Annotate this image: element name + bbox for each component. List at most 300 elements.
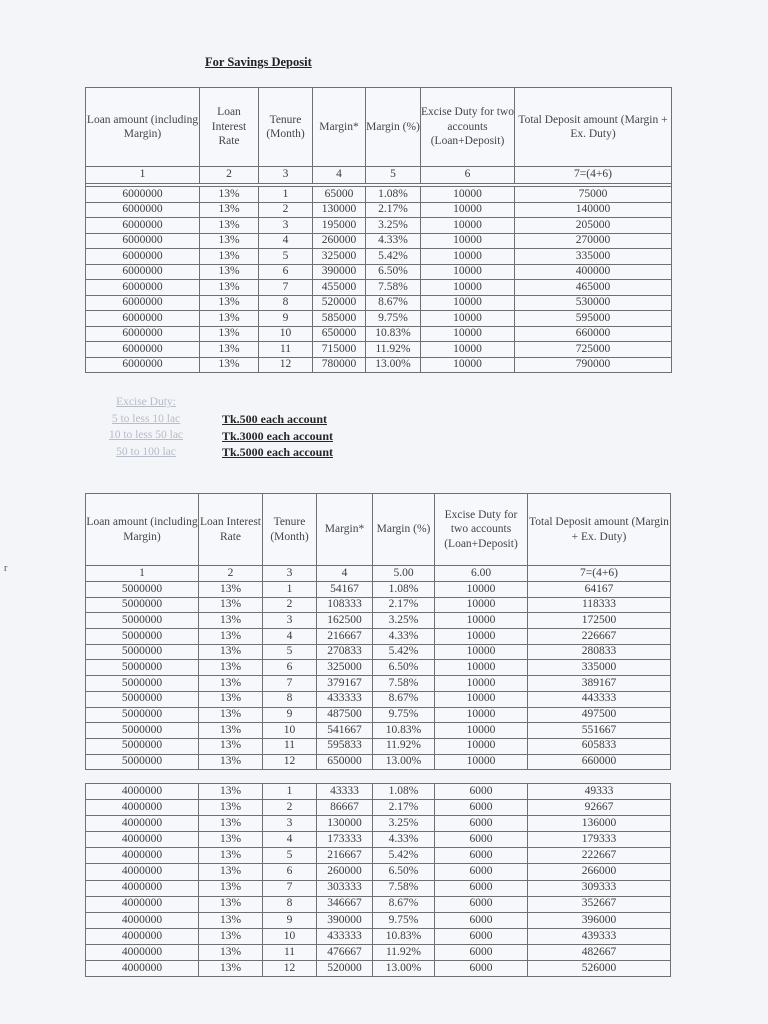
table-cell: 660000: [528, 754, 671, 770]
table-cell: 390000: [317, 912, 373, 928]
table-cell: 6.50%: [373, 660, 435, 676]
table-cell: 6000: [435, 880, 528, 896]
table-cell: 4: [313, 167, 366, 184]
table-cell: 2: [259, 202, 313, 218]
table-cell: 1.08%: [366, 187, 421, 203]
table-cell: 4000000: [86, 896, 199, 912]
table-row: [86, 644, 671, 660]
table-row: [86, 723, 671, 739]
table-row: [86, 961, 671, 977]
table-cell: 5000000: [86, 582, 199, 598]
table-row: [86, 676, 671, 692]
table-cell: 6000000: [86, 357, 200, 373]
table-cell: 520000: [313, 295, 366, 311]
table-row: [86, 311, 672, 327]
table-cell: 5000000: [86, 723, 199, 739]
table-cell: 216667: [317, 848, 373, 864]
header-loan-amount: Loan amount (including Margin): [86, 494, 199, 566]
table-cell: 605833: [528, 738, 671, 754]
table-cell: 10000: [421, 326, 515, 342]
table-cell: 396000: [528, 912, 671, 928]
table-cell: 455000: [313, 280, 366, 296]
table-cell: 266000: [528, 864, 671, 880]
table-cell: 10000: [435, 738, 528, 754]
table-cell: 5000000: [86, 691, 199, 707]
table-cell: 173333: [317, 832, 373, 848]
table-cell: 4000000: [86, 816, 199, 832]
table-cell: 6.00: [435, 566, 528, 582]
table-row: [86, 342, 672, 358]
table-cell: 13%: [199, 691, 263, 707]
table-cell: 13.00%: [373, 961, 435, 977]
table-header-row: [86, 494, 671, 566]
table-row: [86, 896, 671, 912]
table-cell: 11.92%: [366, 342, 421, 358]
table-cell: 270833: [317, 644, 373, 660]
excise-duty-rates: [222, 411, 333, 461]
table-cell: 280833: [528, 644, 671, 660]
table-cell: 6000000: [86, 202, 200, 218]
table-cell: 11.92%: [373, 738, 435, 754]
table-cell: 9.75%: [373, 912, 435, 928]
table-cell: 10000: [421, 264, 515, 280]
table-cell: 270000: [515, 233, 672, 249]
table-cell: 8: [259, 295, 313, 311]
table-cell: 13%: [199, 660, 263, 676]
table-cell: 1: [259, 187, 313, 203]
table-cell: 9.75%: [373, 707, 435, 723]
table-cell: 5000000: [86, 660, 199, 676]
table-cell: 75000: [515, 187, 672, 203]
table-row: [86, 357, 672, 373]
table-cell: 205000: [515, 218, 672, 234]
table-cell: 10000: [435, 707, 528, 723]
table-cell: 4000000: [86, 944, 199, 960]
table-cell: 13%: [199, 676, 263, 692]
table-cell: 11: [263, 944, 317, 960]
table-cell: 4000000: [86, 800, 199, 816]
table-cell: 4: [263, 832, 317, 848]
savings-table-6000000: [85, 87, 672, 373]
table-cell: 8.67%: [373, 691, 435, 707]
table-cell: 7.58%: [373, 880, 435, 896]
table-cell: 13%: [199, 707, 263, 723]
table-cell: 12: [263, 754, 317, 770]
table-cell: 6000: [435, 928, 528, 944]
table-cell: 13%: [200, 233, 259, 249]
table-row: [86, 691, 671, 707]
table-cell: 6000000: [86, 218, 200, 234]
table-row: [86, 218, 672, 234]
table-cell: 43333: [317, 784, 373, 800]
table-cell: 6000000: [86, 311, 200, 327]
table-cell: 10000: [435, 613, 528, 629]
table-cell: 6000000: [86, 187, 200, 203]
table-cell: 130000: [317, 816, 373, 832]
margin-mark: r: [4, 563, 8, 574]
table-cell: 6.50%: [366, 264, 421, 280]
table-cell: 2: [199, 566, 263, 582]
table-cell: 11.92%: [373, 944, 435, 960]
table-cell: 2.17%: [373, 597, 435, 613]
table-cell: 4: [263, 629, 317, 645]
header-margin-percent: Margin (%): [373, 494, 435, 566]
table-cell: 1: [86, 167, 200, 184]
table-cell: 13%: [199, 928, 263, 944]
table-cell: 7: [263, 880, 317, 896]
table-cell: 10.83%: [366, 326, 421, 342]
table-row: [86, 295, 672, 311]
table-cell: 8: [263, 691, 317, 707]
table-cell: 4.33%: [373, 629, 435, 645]
table-cell: 13%: [199, 784, 263, 800]
table-cell: 595833: [317, 738, 373, 754]
table-cell: 130000: [313, 202, 366, 218]
table-cell: 10000: [435, 582, 528, 598]
table-cell: 4000000: [86, 784, 199, 800]
table-cell: 482667: [528, 944, 671, 960]
excise-rate: Tk.5000 each account: [222, 445, 333, 459]
table-cell: 497500: [528, 707, 671, 723]
table-cell: 10000: [435, 597, 528, 613]
table-row: [86, 754, 671, 770]
table-cell: 13%: [200, 218, 259, 234]
header-total-deposit: Total Deposit amount (Margin + Ex. Duty): [515, 88, 672, 167]
table-cell: 433333: [317, 691, 373, 707]
table-cell: 9.75%: [366, 311, 421, 327]
table-cell: 7: [263, 676, 317, 692]
excise-rate: Tk.3000 each account: [222, 428, 333, 443]
header-margin: Margin*: [313, 88, 366, 167]
table-cell: 3: [263, 566, 317, 582]
excise-range: 5 to less 10 lac: [111, 412, 181, 425]
table-cell: 551667: [528, 723, 671, 739]
table-row: [86, 738, 671, 754]
table-cell: 5000000: [86, 754, 199, 770]
table-cell: 2: [263, 800, 317, 816]
table-cell: 8.67%: [373, 896, 435, 912]
table-cell: 5000000: [86, 738, 199, 754]
table-cell: 13%: [199, 723, 263, 739]
table-row: [86, 187, 672, 203]
header-loan-amount: Loan amount (including Margin): [86, 88, 200, 167]
table-cell: 9: [263, 912, 317, 928]
table-cell: 6000000: [86, 326, 200, 342]
table-cell: 650000: [317, 754, 373, 770]
excise-duty-ranges: [96, 394, 196, 460]
table-cell: 7=(4+6): [528, 566, 671, 582]
header-tenure: Tenure (Month): [263, 494, 317, 566]
table-cell: 3.25%: [366, 218, 421, 234]
table-cell: 6000: [435, 800, 528, 816]
table-cell: 541667: [317, 723, 373, 739]
table-cell: 13%: [199, 613, 263, 629]
table-cell: 346667: [317, 896, 373, 912]
table-cell: 5000000: [86, 613, 199, 629]
table-cell: 3: [263, 613, 317, 629]
table-header-row: [86, 88, 672, 167]
table-cell: 13%: [199, 738, 263, 754]
header-tenure: Tenure (Month): [259, 88, 313, 167]
table-cell: 465000: [515, 280, 672, 296]
table-row: [86, 816, 671, 832]
table-cell: 400000: [515, 264, 672, 280]
table-cell: 4: [259, 233, 313, 249]
table-cell: 13%: [199, 961, 263, 977]
excise-range: 10 to less 50 lac: [108, 429, 184, 441]
column-index-row: [86, 566, 671, 582]
table-cell: 1.08%: [373, 784, 435, 800]
table-cell: 13%: [200, 280, 259, 296]
table-cell: 6000000: [86, 264, 200, 280]
table-cell: 5: [263, 848, 317, 864]
table-cell: 352667: [528, 896, 671, 912]
table-cell: 10000: [421, 357, 515, 373]
table-cell: 6000: [435, 848, 528, 864]
table-cell: 13%: [200, 357, 259, 373]
table-cell: 325000: [313, 249, 366, 265]
table-cell: 1: [263, 784, 317, 800]
table-cell: 10: [263, 723, 317, 739]
savings-table-5000000: [85, 493, 671, 770]
table-cell: 10.83%: [373, 723, 435, 739]
table-cell: 6: [421, 167, 515, 184]
table-cell: 6000: [435, 912, 528, 928]
table-cell: 3: [259, 167, 313, 184]
table-cell: 2.17%: [373, 800, 435, 816]
table-cell: 7=(4+6): [515, 167, 672, 184]
table-cell: 650000: [313, 326, 366, 342]
table-cell: 13%: [200, 202, 259, 218]
table-cell: 3.25%: [373, 816, 435, 832]
table-cell: 595000: [515, 311, 672, 327]
table-row: [86, 597, 671, 613]
table-cell: 4000000: [86, 880, 199, 896]
table-row: [86, 613, 671, 629]
table-cell: 13%: [199, 816, 263, 832]
table-cell: 13%: [200, 264, 259, 280]
table-cell: 162500: [317, 613, 373, 629]
table-cell: 5.42%: [373, 848, 435, 864]
page-title: For Savings Deposit: [205, 55, 312, 69]
header-margin: Margin*: [317, 494, 373, 566]
table-cell: 4.33%: [373, 832, 435, 848]
table-row: [86, 864, 671, 880]
table-cell: 260000: [313, 233, 366, 249]
table-cell: 10000: [421, 187, 515, 203]
table-cell: 10: [263, 928, 317, 944]
table-row: [86, 944, 671, 960]
header-margin-percent: Margin (%): [366, 88, 421, 167]
table-cell: 10000: [421, 342, 515, 358]
table-row: [86, 707, 671, 723]
table-cell: 4: [317, 566, 373, 582]
table-cell: 520000: [317, 961, 373, 977]
table-cell: 13%: [199, 629, 263, 645]
table-cell: 6000000: [86, 233, 200, 249]
table-cell: 6000000: [86, 280, 200, 296]
table-row: [86, 912, 671, 928]
table-cell: 303333: [317, 880, 373, 896]
table-cell: 439333: [528, 928, 671, 944]
table-cell: 660000: [515, 326, 672, 342]
table-cell: 4000000: [86, 912, 199, 928]
table-cell: 10000: [421, 311, 515, 327]
table-row: [86, 928, 671, 944]
table-cell: 433333: [317, 928, 373, 944]
table-cell: 5000000: [86, 629, 199, 645]
table-cell: 5.42%: [373, 644, 435, 660]
table-cell: 3: [259, 218, 313, 234]
table-row: [86, 848, 671, 864]
table-cell: 4000000: [86, 961, 199, 977]
table-cell: 172500: [528, 613, 671, 629]
table-cell: 11: [263, 738, 317, 754]
table-cell: 226667: [528, 629, 671, 645]
table-cell: 725000: [515, 342, 672, 358]
table-cell: 9: [259, 311, 313, 327]
table-cell: 140000: [515, 202, 672, 218]
table-cell: 6: [263, 660, 317, 676]
table-row: [86, 629, 671, 645]
table-cell: 6000000: [86, 249, 200, 265]
table-cell: 2.17%: [366, 202, 421, 218]
table-cell: 4.33%: [366, 233, 421, 249]
table-cell: 6: [259, 264, 313, 280]
table-cell: 379167: [317, 676, 373, 692]
table-cell: 10000: [421, 249, 515, 265]
table-cell: 5000000: [86, 707, 199, 723]
table-cell: 7: [259, 280, 313, 296]
table-cell: 6000: [435, 816, 528, 832]
table-cell: 260000: [317, 864, 373, 880]
table-cell: 10000: [435, 691, 528, 707]
table-row: [86, 202, 672, 218]
table-cell: 10000: [435, 644, 528, 660]
table-cell: 10000: [421, 295, 515, 311]
table-cell: 10000: [421, 202, 515, 218]
table-cell: 13%: [199, 832, 263, 848]
table-cell: 13.00%: [366, 357, 421, 373]
table-cell: 10000: [435, 723, 528, 739]
table-cell: 179333: [528, 832, 671, 848]
table-cell: 10: [259, 326, 313, 342]
table-cell: 10.83%: [373, 928, 435, 944]
table-cell: 11: [259, 342, 313, 358]
table-cell: 10000: [435, 676, 528, 692]
table-row: [86, 249, 672, 265]
table-cell: 9: [263, 707, 317, 723]
table-cell: 6.50%: [373, 864, 435, 880]
table-cell: 6000: [435, 896, 528, 912]
savings-table-4000000: [85, 783, 671, 977]
table-cell: 13%: [199, 848, 263, 864]
table-cell: 108333: [317, 597, 373, 613]
table-cell: 4000000: [86, 832, 199, 848]
table-cell: 780000: [313, 357, 366, 373]
table-cell: 6000000: [86, 295, 200, 311]
table-cell: 13%: [200, 326, 259, 342]
table-cell: 222667: [528, 848, 671, 864]
table-cell: 6000: [435, 784, 528, 800]
table-cell: 13%: [200, 249, 259, 265]
table-cell: 13%: [200, 187, 259, 203]
table-cell: 526000: [528, 961, 671, 977]
table-cell: 585000: [313, 311, 366, 327]
table-cell: 5000000: [86, 676, 199, 692]
table-cell: 13%: [200, 311, 259, 327]
excise-rate: Tk.500 each account: [222, 412, 327, 426]
table-cell: 6000000: [86, 342, 200, 358]
table-cell: 64167: [528, 582, 671, 598]
header-total-deposit: Total Deposit amount (Margin + Ex. Duty): [528, 494, 671, 566]
table-cell: 13%: [199, 597, 263, 613]
table-cell: 13%: [200, 295, 259, 311]
table-row: [86, 784, 671, 800]
table-cell: 49333: [528, 784, 671, 800]
table-cell: 6: [263, 864, 317, 880]
table-cell: 86667: [317, 800, 373, 816]
table-cell: 8.67%: [366, 295, 421, 311]
table-row: [86, 660, 671, 676]
table-cell: 7.58%: [366, 280, 421, 296]
excise-range: 50 to 100 lac: [116, 445, 176, 458]
header-excise-duty: Excise Duty for two accounts (Loan+Deposit): [435, 494, 528, 566]
table-cell: 13%: [200, 342, 259, 358]
table-cell: 6000: [435, 944, 528, 960]
table-row: [86, 800, 671, 816]
table-cell: 5000000: [86, 597, 199, 613]
table-cell: 13%: [199, 644, 263, 660]
table-row: [86, 832, 671, 848]
table-cell: 6000: [435, 961, 528, 977]
table-cell: 530000: [515, 295, 672, 311]
table-row: [86, 280, 672, 296]
column-index-row: [86, 167, 672, 184]
table-cell: 5.42%: [366, 249, 421, 265]
table-cell: 12: [263, 961, 317, 977]
table-cell: 13%: [199, 582, 263, 598]
table-cell: 487500: [317, 707, 373, 723]
table-cell: 6000: [435, 864, 528, 880]
table-cell: 10000: [435, 629, 528, 645]
table-row: [86, 233, 672, 249]
table-cell: 10000: [435, 754, 528, 770]
table-cell: 1: [86, 566, 199, 582]
table-cell: 10000: [421, 233, 515, 249]
table-cell: 13.00%: [373, 754, 435, 770]
table-cell: 1.08%: [373, 582, 435, 598]
header-excise-duty: Excise Duty for two accounts (Loan+Deposit): [421, 88, 515, 167]
table-cell: 4000000: [86, 848, 199, 864]
table-cell: 309333: [528, 880, 671, 896]
table-cell: 389167: [528, 676, 671, 692]
table-cell: 10000: [435, 660, 528, 676]
table-cell: 6000: [435, 832, 528, 848]
table-cell: 4000000: [86, 928, 199, 944]
table-cell: 13%: [199, 864, 263, 880]
table-cell: 54167: [317, 582, 373, 598]
table-cell: 10000: [421, 218, 515, 234]
table-cell: 1: [263, 582, 317, 598]
excise-duty-heading: Excise Duty:: [116, 396, 176, 408]
table-cell: 195000: [313, 218, 366, 234]
table-cell: 5.00: [373, 566, 435, 582]
header-interest-rate: Loan Interest Rate: [199, 494, 263, 566]
table-cell: 5: [259, 249, 313, 265]
table-row: [86, 582, 671, 598]
table-cell: 216667: [317, 629, 373, 645]
